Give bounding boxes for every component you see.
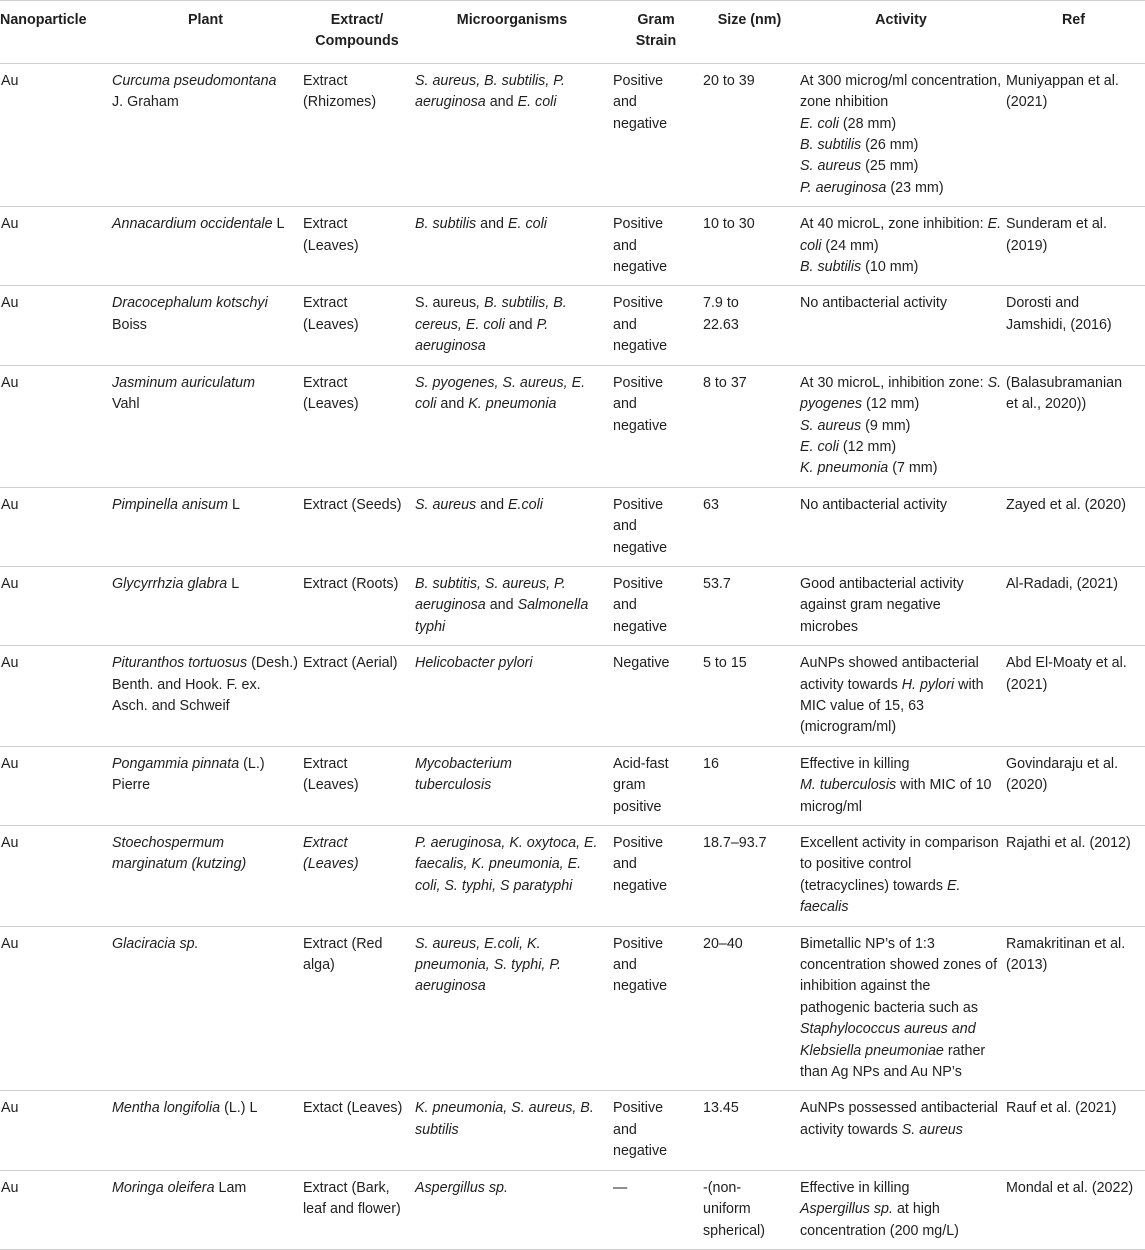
nanoparticle-cell: Au [0,365,112,487]
plant-cell [112,746,303,825]
microorganisms-cell [415,826,613,927]
extract-cell [303,487,415,566]
cell-text: tuberculosis [415,777,492,794]
cell-text: Effective in killing [800,1179,910,1196]
cell-text: Negative [613,655,670,672]
cell-text: M. tuberculosis [800,777,897,794]
cell-text: Extract (Aerial) [303,655,398,672]
activity-cell [800,1091,1006,1170]
cell-text: 16 [703,755,719,772]
cell-text: S. aureus, B. subtilis, P. aeruginosa [415,72,565,111]
cell-text: and [436,396,469,413]
cell-text: H. pylori [901,676,955,693]
plant-cell [112,286,303,365]
cell-text: Abd El-Moaty et al. [1006,655,1127,672]
cell-text: (12 mm) [838,438,897,455]
cell-text: K. pneumonia [468,396,557,413]
cell-text: and [476,496,509,513]
gram-strain-cell [613,646,703,747]
nanoparticle-cell: Au [0,1091,112,1170]
cell-text: Pimpinella anisum [112,496,229,513]
cell-text: 53.7 [703,575,731,592]
cell-text: negative [613,1143,668,1160]
cell-text: 20 to 39 [703,72,755,89]
cell-text: negative [613,539,668,556]
cell-text: Rajathi et al. (2012) [1006,835,1131,851]
cell-text: Govindaraju et al. [1006,755,1119,772]
cell-text: At 300 microg/ml concentration, zone nhibition [800,72,1002,111]
microorganisms-cell [415,286,613,365]
ref-cell [1006,826,1145,927]
cell-text: and [504,316,537,333]
cell-text: Positive [613,295,664,312]
microorganisms-cell [415,926,613,1091]
cell-text: leaf and flower) [303,1201,401,1218]
size-cell [703,1170,800,1249]
nanoparticle-cell: Au [0,566,112,645]
cell-text: negative [613,877,668,894]
cell-text: (2021) [1006,676,1048,693]
plant-cell [112,207,303,286]
cell-text: (12 mm) [862,396,920,413]
extract-cell [303,566,415,645]
cell-text: Muniyappan et al. [1006,72,1119,89]
cell-text: — [613,1179,628,1196]
cell-text: (2013) [1006,957,1048,974]
cell-text: L [272,216,285,233]
microorganisms-cell [415,646,613,747]
cell-text: rather than Ag NPs and Au NP’s [800,1042,986,1081]
header-row [0,1,1145,64]
microorganisms-cell [415,1170,613,1249]
size-cell [703,286,800,365]
cell-text: (Leaves) [303,237,359,254]
cell-text: Mycobacterium [415,755,512,772]
table-row [0,1091,1145,1170]
extract-cell [303,1091,415,1170]
cell-text: 20–40 [703,935,743,952]
cell-text: and [485,94,518,111]
plant-cell [112,646,303,747]
cell-text: Positive [613,835,664,851]
gram-strain-cell [613,746,703,825]
table-row [0,566,1145,645]
cell-text: (23 mm) [886,179,944,196]
table-body [0,63,1145,1249]
microorganisms-cell [415,487,613,566]
cell-text: Rauf et al. (2021) [1006,1100,1117,1117]
size-cell [703,207,800,286]
cell-text: uniform [703,1201,751,1218]
extract-cell [303,365,415,487]
cell-text: (Rhizomes) [303,94,377,111]
table-row [0,365,1145,487]
cell-text: Good antibacterial activity against gram negative microbes [800,575,964,635]
table-row [0,1170,1145,1249]
cell-text: B. subtilis [415,216,477,233]
extract-cell [303,207,415,286]
activity-cell [800,826,1006,927]
cell-text: Positive [613,935,664,952]
cell-text: (2019) [1006,237,1048,254]
cell-text: S. aureus [415,295,477,312]
cell-text: (2020) [1006,777,1048,794]
cell-text: No antibacterial activity [800,295,948,312]
cell-text: B. subtitis, S. aureus, P. aeruginosa [415,575,566,614]
header-cell: Ref [1006,1,1145,64]
microorganisms-cell [415,566,613,645]
header-cell: Gram Strain [613,1,703,64]
cell-text: K. pneumonia, S. aureus, B. subtilis [415,1100,594,1138]
cell-text: B. subtilis [800,259,862,276]
extract-cell [303,926,415,1091]
cell-text: Positive [613,496,664,513]
cell-text: and [613,94,637,111]
nanoparticle-cell: Au [0,646,112,747]
cell-text: AuNPs showed antibacterial activity towards [800,655,979,693]
cell-text: 5 to 15 [703,655,747,672]
cell-text: At 30 microL, inhibition zone: [800,374,988,391]
header-cell: Extract/ Compounds [303,1,415,64]
cell-text: Mondal et al. (2022) [1006,1179,1134,1196]
cell-text: Effective in killing [800,755,910,772]
size-cell [703,487,800,566]
table-header [0,1,1145,64]
cell-text: Extract [303,835,348,851]
cell-text: Glaciracia sp. [112,935,199,952]
cell-text: (24 mm) [821,237,879,254]
cell-text: Dorosti and [1006,295,1080,312]
ref-cell [1006,63,1145,206]
gram-strain-cell [613,1091,703,1170]
cell-text: Annacardium occidentale [112,216,273,233]
cell-text: Extact (Leaves) [303,1100,403,1117]
gram-strain-cell [613,566,703,645]
cell-text: Extract (Seeds) [303,496,402,513]
cell-text: 13.45 [703,1100,739,1117]
nanoparticle-cell: Au [0,1170,112,1249]
gram-strain-cell [613,826,703,927]
nanoparticle-cell: Au [0,746,112,825]
cell-text: negative [613,259,668,276]
cell-text: et al., 2020)) [1006,396,1087,413]
cell-text: E. coli [800,216,1002,254]
size-cell [703,63,800,206]
activity-cell [800,63,1006,206]
cell-text: negative [613,338,668,355]
cell-text: S. aureus [800,158,862,175]
header-cell: Nanoparticle [0,1,112,64]
table-row [0,207,1145,286]
cell-text: Extract [303,295,348,312]
cell-text: E. coli [508,216,547,233]
microorganisms-cell [415,1091,613,1170]
cell-text: (7 mm) [888,460,938,477]
plant-cell [112,63,303,206]
ref-cell [1006,646,1145,747]
cell-text: P. aeruginosa [800,179,887,196]
plant-cell [112,926,303,1091]
cell-text: 8 to 37 [703,374,747,391]
header-cell: Size (nm) [703,1,800,64]
cell-text: Helicobacter pylori [415,655,533,672]
cell-text: 10 to 30 [703,216,755,233]
cell-text: , B. subtilis, B. cereus, E. coli [415,295,567,333]
gram-strain-cell [613,1170,703,1249]
cell-text: Mentha longifolia [112,1100,221,1117]
plant-cell [112,1170,303,1249]
cell-text: Moringa oleifera [112,1179,215,1196]
microorganisms-cell [415,746,613,825]
cell-text: and [613,518,637,535]
cell-text: (10 mm) [861,259,919,276]
cell-text: negative [613,978,668,995]
cell-text: Extract (Bark, [303,1179,390,1196]
cell-text: positive [613,798,662,815]
cell-text: S. aureus [415,496,477,513]
cell-text: Al-Radadi, (2021) [1006,575,1119,592]
extract-cell [303,826,415,927]
header-cell: Activity [800,1,1006,64]
activity-cell [800,746,1006,825]
nanoparticle-cell: Au [0,926,112,1091]
cell-text: -(non- [703,1179,742,1196]
cell-text: S. aureus [800,417,862,434]
cell-text: (28 mm) [838,115,897,132]
extract-cell [303,63,415,206]
cell-text: Positive [613,216,664,233]
table-row [0,286,1145,365]
ref-cell [1006,926,1145,1091]
cell-text: S. aureus, E.coli, K. pneumonia, S. typhi, P. aeruginosa [415,935,561,995]
size-cell [703,646,800,747]
cell-text: and [613,597,637,614]
cell-text: (Leaves) [303,396,359,413]
cell-text: L [228,496,240,513]
gram-strain-cell [613,63,703,206]
gram-strain-cell [613,487,703,566]
cell-text: Pituranthos tortuosus [112,655,248,672]
extract-cell [303,1170,415,1249]
cell-text: 22.63 [703,316,739,333]
activity-cell [800,207,1006,286]
cell-text: E.coli [508,496,543,513]
cell-text: with MIC of 10 microg/ml [800,777,992,815]
cell-text: Bimetallic NP’s of 1:3 concentration showed zones of inhibition against the pathogenic bacteria such as [800,935,998,1016]
cell-text: (25 mm) [861,158,919,175]
cell-text: Salmonella typhi [415,597,589,635]
size-cell [703,926,800,1091]
cell-text: Extract (Red [303,935,383,952]
extract-cell [303,746,415,825]
cell-text: Boiss [112,316,147,333]
cell-text: Vahl [112,396,140,413]
cell-text: spherical) [703,1222,765,1239]
cell-text: Pongammia pinnata [112,755,240,772]
size-cell [703,1091,800,1170]
cell-text: Lam [214,1179,247,1196]
cell-text: 18.7–93.7 [703,835,767,851]
extract-cell [303,286,415,365]
cell-text: S. pyogenes [800,374,1002,413]
ref-cell [1006,487,1145,566]
cell-text: Positive [613,374,664,391]
cell-text: Staphylococcus aureus and Klebsiella pneumoniae [800,1021,976,1059]
size-cell [703,566,800,645]
cell-text: P. aeruginosa, K. oxytoca, E. faecalis, K. pneumonia, E. coli, S. typhi, S paratyphi [415,835,598,894]
cell-text: J. Graham [112,94,179,111]
gram-strain-cell [613,926,703,1091]
cell-text: and [613,396,637,413]
ref-cell [1006,207,1145,286]
cell-text: Glycyrrhzia glabra [112,575,228,592]
gram-strain-cell [613,286,703,365]
cell-text: Positive [613,1100,664,1117]
header-cell: Microorganisms [415,1,613,64]
extract-cell [303,646,415,747]
gram-strain-cell [613,365,703,487]
cell-text: Positive [613,72,664,89]
cell-text: AuNPs possessed antibacterial activity towards [800,1100,998,1138]
nanoparticle-cell: Au [0,487,112,566]
cell-text: Dracocephalum kotschyi [112,295,268,312]
cell-text: (9 mm) [861,417,911,434]
ref-cell [1006,566,1145,645]
cell-text: and [613,957,637,974]
cell-text: negative [613,618,668,635]
nanoparticle-cell: Au [0,207,112,286]
cell-text: Sunderam et al. [1006,216,1107,233]
plant-cell [112,1091,303,1170]
microorganisms-cell [415,207,613,286]
cell-text: and [613,316,637,333]
table-row [0,746,1145,825]
cell-text: Zayed et al. (2020) [1006,496,1127,513]
cell-text: Extract [303,72,348,89]
cell-text: Positive [613,575,664,592]
cell-text: 63 [703,496,719,513]
nanoparticle-cell: Au [0,63,112,206]
cell-text: (Leaves) [303,777,359,794]
cell-text: Acid-fast [613,755,669,772]
cell-text: Curcuma pseudomontana [112,72,277,89]
table-row [0,487,1145,566]
cell-text: Aspergillus sp. [415,1179,508,1196]
nanoparticle-cell: Au [0,826,112,927]
microorganisms-cell [415,63,613,206]
activity-cell [800,487,1006,566]
activity-cell [800,646,1006,747]
table-row [0,63,1145,206]
cell-text: (L.) L [220,1100,258,1117]
activity-cell [800,365,1006,487]
cell-text: at high concentration (200 mg/L) [800,1201,959,1239]
cell-text: S. pyogenes, S. aureus, E. coli [415,374,586,413]
cell-text: and [613,1121,637,1138]
cell-text: B. subtilis [800,137,862,154]
cell-text: E. coli [800,115,839,132]
activity-cell [800,566,1006,645]
table-row [0,926,1145,1091]
cell-text: L [227,575,240,592]
microorganisms-cell [415,365,613,487]
activity-cell [800,926,1006,1091]
cell-text: Extract [303,216,348,233]
size-cell [703,826,800,927]
cell-text: E. faecalis [800,877,961,916]
cell-text: Ramakritinan et al. [1006,935,1126,952]
cell-text: Stoechospermum [112,835,225,851]
cell-text: (Leaves) [303,856,359,873]
cell-text: Aspergillus sp. [800,1201,893,1218]
gram-strain-cell [613,207,703,286]
size-cell [703,365,800,487]
table-row [0,646,1145,747]
cell-text: gram [613,777,646,794]
cell-text: Extract [303,374,348,391]
cell-text: negative [613,417,668,434]
cell-text: and [613,237,637,254]
size-cell [703,746,800,825]
activity-cell [800,286,1006,365]
plant-cell [112,566,303,645]
cell-text: (L.) [239,755,265,772]
cell-text: alga) [303,957,335,974]
plant-cell [112,826,303,927]
ref-cell [1006,746,1145,825]
cell-text: negative [613,115,668,132]
cell-text: (26 mm) [861,137,919,154]
cell-text: E. coli [800,438,839,455]
cell-text: Pierre [112,777,151,794]
plant-cell [112,365,303,487]
cell-text: K. pneumonia [800,460,889,477]
cell-text: At 40 microL, zone inhibition: [800,216,988,233]
cell-text: (Balasubramanian [1006,374,1123,391]
table-row [0,826,1145,927]
cell-text: Jasminum auriculatum [112,374,256,391]
ref-cell [1006,365,1145,487]
cell-text: (Leaves) [303,316,359,333]
ref-cell [1006,1170,1145,1249]
cell-text: S. aureus [901,1121,963,1138]
cell-text: 7.9 to [703,295,739,312]
cell-text: and [485,597,518,614]
cell-text: E. coli [517,94,557,111]
cell-text: (2021) [1006,94,1048,111]
cell-text: marginatum (kutzing) [112,856,247,873]
cell-text: Jamshidi, (2016) [1006,316,1112,333]
ref-cell [1006,286,1145,365]
activity-cell [800,1170,1006,1249]
cell-text: Extract (Roots) [303,575,399,592]
cell-text: Extract [303,755,348,772]
cell-text: and [476,216,508,233]
cell-text: No antibacterial activity [800,496,948,513]
nanoparticle-cell: Au [0,286,112,365]
ref-cell [1006,1091,1145,1170]
cell-text: with MIC value of 15, 63 (microgram/ml) [800,676,984,736]
cell-text: (Desh.) Benth. and Hook. F. ex. Asch. and Schweif [112,655,298,714]
cell-text: P. aeruginosa [415,316,549,355]
header-cell: Plant [112,1,303,64]
plant-cell [112,487,303,566]
cell-text: Excellent activity in comparison to positive control (tetracyclines) towards [800,835,999,894]
cell-text: and [613,856,637,873]
